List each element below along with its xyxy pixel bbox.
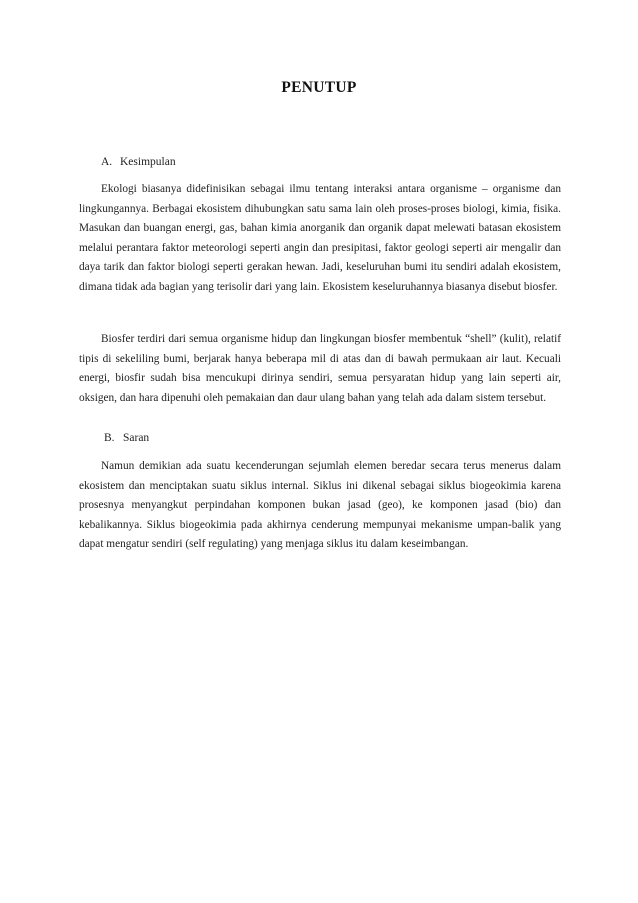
section-marker: B. [104,432,115,444]
paragraph-ekologi: Ekologi biasanya didefinisikan sebagai ilmu tentang interaksi antara organisme – organisme dan lingkungannya. Berbagai ekosistem dihubungkan satu sama lain oleh proses-proses biologi, kimia, fisika. Masukan dan buangan energi, gas, bahan kimia anorganik dan organik dapat melewati batasan ekosistem melalui perantara faktor meteorologi seperti angin dan presipitasi, faktor geologi seperti air mengalir dan daya tarik dan faktor biologi seperti gerakan hewan. Jadi, keseluruhan bumi itu sendiri adalah ekosistem, dimana tidak ada bagian yang terisolir dari yang lain. Ekosistem keseluruhannya biasanya disebut biosfer. [79,183,561,293]
section-heading-saran [104,428,149,448]
section-heading-kesimpulan [101,152,176,172]
page-title: PENUTUP [281,79,357,96]
section-marker: A. [101,156,113,168]
paragraph-biosfer: Biosfer terdiri dari semua organisme hidup dan lingkungan biosfer membentuk “shell” (kulit), relatif tipis di sekeliling bumi, berjarak hanya beberapa mil di atas dan di bawah permukaan air laut. Kecuali energi, biosfir sudah bisa mencukupi dirinya sendiri, semua persyaratan hidup yang lain seperti air, oksigen, dan hara dipenuhi oleh pemakaian dan daur ulang bahan yang telah ada dalam sistem tersebut. [79,333,561,404]
paragraph-siklus: Namun demikian ada suatu kecenderungan sejumlah elemen beredar secara terus menerus dalam ekosistem dan menciptakan suatu siklus internal. Siklus ini dikenal sebagai siklus biogeokimia karena prosesnya menyangkut perpindahan komponen bukan jasad (geo), ke komponen jasad (bio) dan kebalikannya. Siklus biogeokimia pada akhirnya cenderung mempunyai mekanisme umpan-balik yang dapat mengatur sendiri (self regulating) yang menjaga siklus itu dalam keseimbangan. [79,460,561,551]
section-heading-text: Kesimpulan [120,156,176,168]
section-heading-text: Saran [123,432,150,444]
